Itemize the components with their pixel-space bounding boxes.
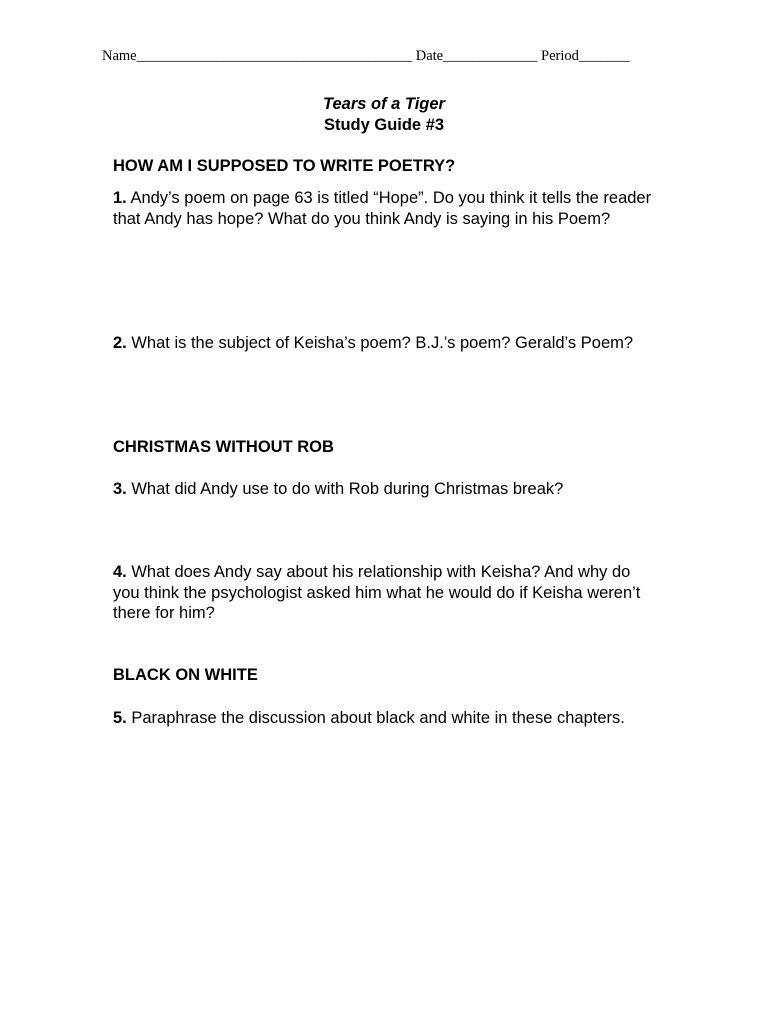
question-text: What did Andy use to do with Rob during Christmas break?: [131, 480, 564, 498]
question-text: What does Andy say about his relationship with Keisha? And why do you think the psychologist asked him what he would do if Keisha weren’t there for him?: [113, 563, 641, 622]
period-label: Period: [541, 48, 579, 64]
study-guide-subtitle: Study Guide #3: [323, 116, 445, 134]
name-label: Name: [102, 48, 137, 64]
section-heading-christmas: CHRISTMAS WITHOUT ROB: [113, 438, 334, 456]
question-number: 5.: [113, 709, 127, 727]
question-5: [113, 708, 653, 729]
date-label: Date: [415, 48, 444, 64]
date-blank: _____________: [443, 48, 538, 64]
question-text: Andy’s poem on page 63 is titled “Hope”. Do you think it tells the reader that Andy has hope? What do you think Andy is saying in his Poem?: [113, 189, 652, 228]
question-text: Paraphrase the discussion about black and white in these chapters.: [131, 709, 625, 727]
question-number: 4.: [113, 563, 127, 581]
question-number: 1.: [113, 189, 127, 207]
question-3: [113, 479, 653, 500]
student-info-line: [102, 47, 630, 65]
period-blank: _______: [578, 48, 630, 64]
question-number: 3.: [113, 480, 127, 498]
question-1: [113, 188, 653, 229]
name-blank: ______________________________________: [136, 48, 413, 64]
question-text: What is the subject of Keisha’s poem? B.J.’s poem? Gerald’s Poem?: [131, 334, 634, 352]
book-title: Tears of a Tiger: [323, 95, 445, 113]
question-4: [113, 562, 653, 624]
question-2: [113, 333, 653, 354]
section-heading-poetry: HOW AM I SUPPOSED TO WRITE POETRY?: [113, 157, 456, 175]
title-block: [0, 94, 768, 136]
section-heading-black-white: BLACK ON WHITE: [113, 666, 258, 684]
question-number: 2.: [113, 334, 127, 352]
